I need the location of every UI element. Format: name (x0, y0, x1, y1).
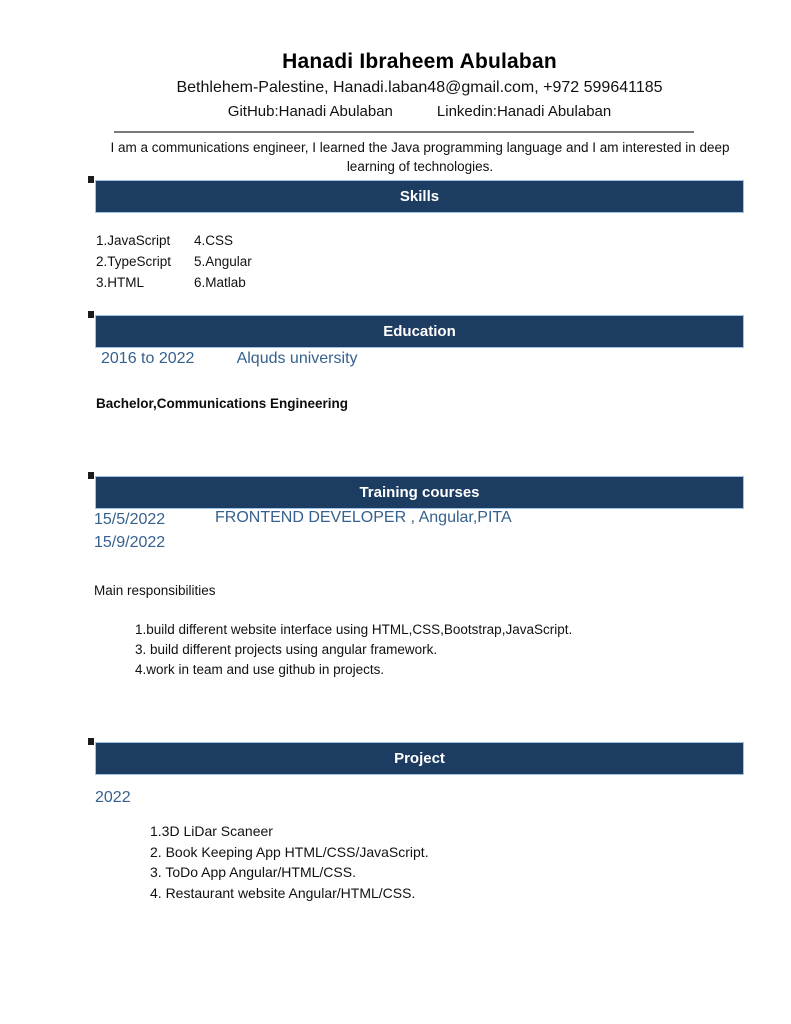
skill-item: 5.Angular (194, 254, 252, 269)
github-handle: GitHub:Hanadi Abulaban (227, 103, 393, 120)
section-title: Training courses (359, 484, 480, 501)
section-header-skills (96, 181, 743, 212)
skill-item: 6.Matlab (194, 275, 246, 290)
skill-item: 3.HTML (96, 275, 145, 290)
links-line (71, 103, 768, 120)
section-header-education (96, 316, 743, 347)
section-title: Project (394, 750, 445, 767)
education-degree: Bachelor,Communications Engineering (96, 396, 349, 411)
skill-item: 4.CSS (194, 233, 234, 248)
education-school: Alquds university (236, 350, 358, 367)
training-end-date: 15/9/2022 (94, 533, 166, 551)
education-period: 2016 to 2022 (101, 350, 195, 367)
training-course: FRONTEND DEVELOPER , Angular,PITA (215, 509, 512, 526)
contact-line: Bethlehem-Palestine, Hanadi.laban48@gmail.com, +972 599641185 (176, 79, 663, 96)
project-list (150, 821, 429, 903)
education-entry (101, 350, 358, 368)
linkedin-handle: Linkedin:Hanadi Abulaban (436, 103, 612, 120)
header-divider (114, 131, 694, 133)
training-start-date: 15/5/2022 (94, 511, 166, 528)
resume-name: Hanadi Ibraheem Abulaban (282, 50, 557, 73)
skill-item: 1.JavaScript (96, 233, 171, 248)
section-header-project (96, 743, 743, 774)
section-title: Education (383, 323, 456, 340)
responsibility-item: 1.build different website interface using HTML,CSS,Bootstrap,JavaScript. (135, 622, 573, 637)
responsibility-item: 4.work in team and use github in projects. (135, 662, 385, 677)
responsibilities-label: Main responsibilities (94, 583, 216, 598)
project-item: 4. Restaurant website Angular/HTML/CSS. (150, 884, 416, 901)
responsibility-item: 3. build different projects using angular framework. (135, 642, 438, 657)
skill-item: 2.TypeScript (96, 254, 172, 269)
section-header-training (96, 477, 743, 508)
skills-column-1 (96, 230, 171, 293)
project-item: 3. ToDo App Angular/HTML/CSS. (150, 864, 356, 880)
skills-column-2 (194, 230, 252, 293)
responsibilities-list (135, 620, 572, 680)
project-year: 2022 (95, 789, 131, 806)
section-title: Skills (399, 188, 440, 205)
training-dates (94, 509, 165, 554)
project-item: 1.3D LiDar Scaneer (150, 823, 273, 839)
project-item: 2. Book Keeping App HTML/CSS/JavaScript. (150, 843, 429, 860)
summary-text: I am a communications engineer, I learned the Java programming language and I am interested in deep learning of technologies. (110, 140, 730, 174)
